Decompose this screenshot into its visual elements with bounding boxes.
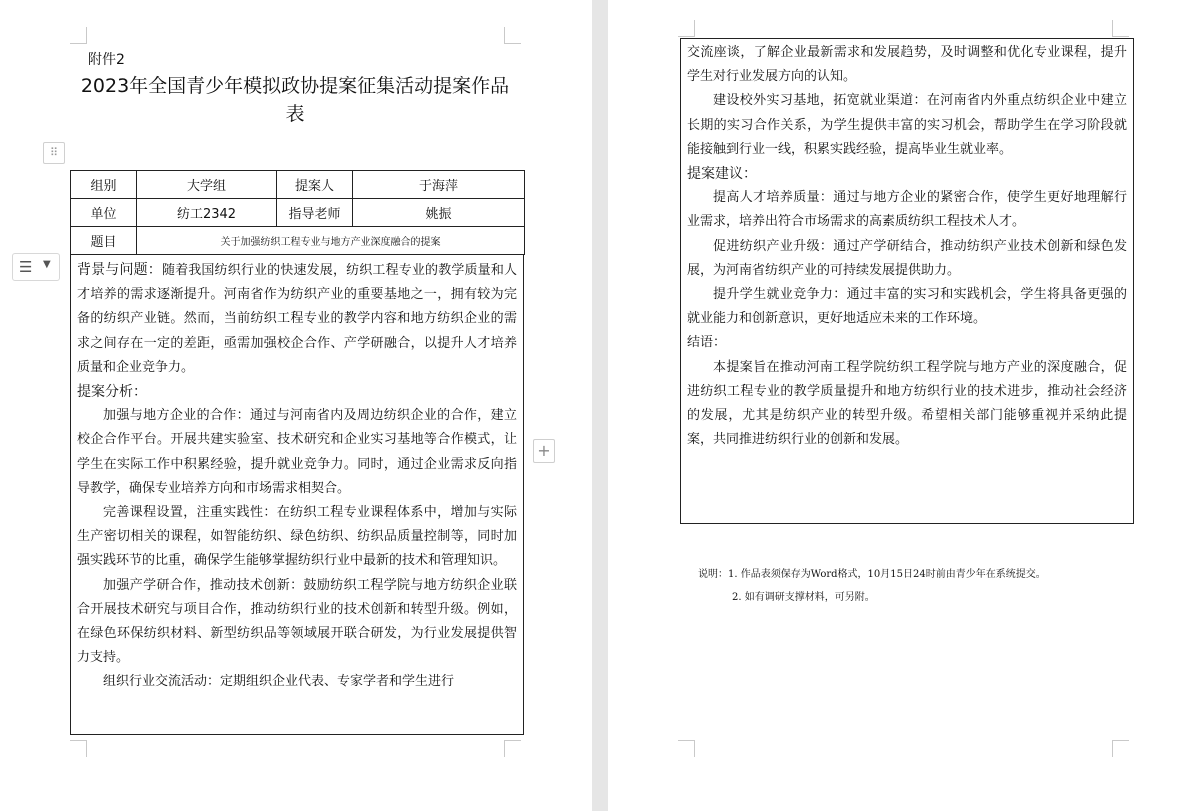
topic-cell[interactable]: 关于加强纺织工程专业与地方产业深度融合的提案 — [137, 227, 525, 255]
plus-icon: + — [537, 441, 551, 460]
proposal-body-right[interactable] — [680, 38, 1134, 524]
paragraph: 交流座谈，了解企业最新需求和发展趋势，及时调整和优化专业课程，提升学生对行业发展方向的认知。 — [687, 45, 1127, 85]
crop-mark — [70, 27, 87, 44]
table-row — [71, 171, 525, 199]
paragraph: 提升学生就业竞争力：通过丰富的实习和实践机会，学生将具备更强的就业能力和创新意识，更好地适应未来的工作环境。 — [687, 287, 1127, 327]
paragraph: 本提案旨在推动河南工程学院纺织工程学院与地方产业的深度融合，促进纺织工程专业的教学质量提升和地方纺织行业的技术进步，推动社会经济的发展，尤其是纺织产业的转型升级。希望相关部门能够重视并采纳此提案，共同推进纺织行业的创新和发展。 — [687, 359, 1127, 448]
note-line: 2. 如有调研支撑材料，可另附。 — [732, 592, 875, 603]
suggestion-heading: 提案建议： — [687, 166, 757, 183]
paragraph: 建设校外实习基地，拓宽就业渠道：在河南省内外重点纺织企业中建立长期的实习合作关系，为学生提供丰富的实习机会，帮助学生在学习阶段就能接触到行业一线，积累实践经验，提高毕业生就业率。 — [687, 93, 1127, 157]
document-title: 2023年全国青少年模拟政协提案征集活动提案作品表 — [80, 75, 510, 125]
table-cell[interactable]: 于海萍 — [353, 171, 525, 199]
analysis-heading: 提案分析： — [77, 384, 147, 401]
page-gutter — [592, 0, 608, 811]
paragraph: 完善课程设置，注重实践性：在纺织工程专业课程体系中，增加与实际生产密切相关的课程，如智能纺织、绿色纺织、纺织品质量控制等，同时加强实践环节的比重，确保学生能够掌握纺织行业中最新的技术和管理知识。 — [77, 505, 517, 569]
crop-mark — [504, 27, 521, 44]
paragraph: 加强产学研合作，推动技术创新：鼓励纺织工程学院与地方纺织企业联合开展技术研究与项目合作，推动纺织行业的技术创新和转型升级。例如，在绿色环保纺织材料、新型纺织品等领域展开联合研发，为行业发展提供智力支持。 — [77, 577, 517, 666]
background-text: 随着我国纺织行业的快速发展，纺织工程专业的教学质量和人才培养的需求逐渐提升。河南省作为纺织产业的重要基地之一，拥有较为完备的纺织产业链。然而，当前纺织工程专业的教学内容和地方纺织企业的需求之间存在一定的差距，亟需加强校企合作、产学研融合，以提升人才培养质量和企业竞争力。 — [77, 263, 517, 375]
crop-mark — [678, 20, 695, 37]
table-cell[interactable]: 单位 — [71, 199, 137, 227]
crop-mark — [70, 740, 87, 757]
crop-mark — [1112, 20, 1129, 37]
paragraph: 加强与地方企业的合作：通过与河南省内及周边纺织企业的合作，建立校企合作平台。开展共建实验室、技术研究和企业实习基地等合作模式，让学生在实际工作中积累经验，提升就业竞争力。同时，通过企业需求反向指导教学，确保专业培养方向和市场需求相契合。 — [77, 408, 517, 496]
notes — [698, 563, 1046, 609]
page-1 — [0, 0, 592, 811]
table-cell[interactable]: 题目 — [71, 227, 137, 255]
proposal-info-table — [70, 170, 525, 255]
table-cell[interactable]: 组别 — [71, 171, 137, 199]
paragraph: 提高人才培养质量：通过与地方企业的紧密合作，使学生更好地理解行业需求，培养出符合市场需求的高素质纺织工程技术人才。 — [687, 190, 1127, 230]
table-row — [71, 227, 525, 255]
paragraph: 组织行业交流活动：定期组织企业代表、专家学者和学生进行 — [103, 674, 455, 690]
add-block-button[interactable] — [533, 439, 555, 463]
chevron-down-icon[interactable]: ▼ — [43, 259, 51, 270]
table-row — [71, 199, 525, 227]
conclusion-heading: 结语： — [687, 335, 727, 351]
table-cell[interactable]: 提案人 — [277, 171, 353, 199]
table-cell[interactable]: 大学组 — [137, 171, 277, 199]
table-cell[interactable]: 指导老师 — [277, 199, 353, 227]
crop-mark — [678, 740, 695, 757]
move-handle-icon[interactable]: ⠿ — [43, 142, 65, 164]
crop-mark — [504, 740, 521, 757]
table-cell[interactable]: 纺工2342 — [137, 199, 277, 227]
paragraph: 促进纺织产业升级：通过产学研结合，推动纺织产业技术创新和绿色发展，为河南省纺织产业的可持续发展提供助力。 — [687, 238, 1127, 278]
table-cell[interactable]: 姚振 — [353, 199, 525, 227]
side-layout-tool[interactable] — [12, 253, 60, 281]
block-layout-icon: ☰ — [19, 258, 33, 276]
note-line: 说明：1. 作品表须保存为Word格式，10月15日24时前由青少年在系统提交。 — [698, 569, 1046, 580]
crop-mark — [1112, 740, 1129, 757]
proposal-body-left[interactable] — [70, 254, 524, 735]
background-heading: 背景与问题： — [77, 262, 162, 278]
attachment-label: 附件2 — [88, 52, 125, 68]
